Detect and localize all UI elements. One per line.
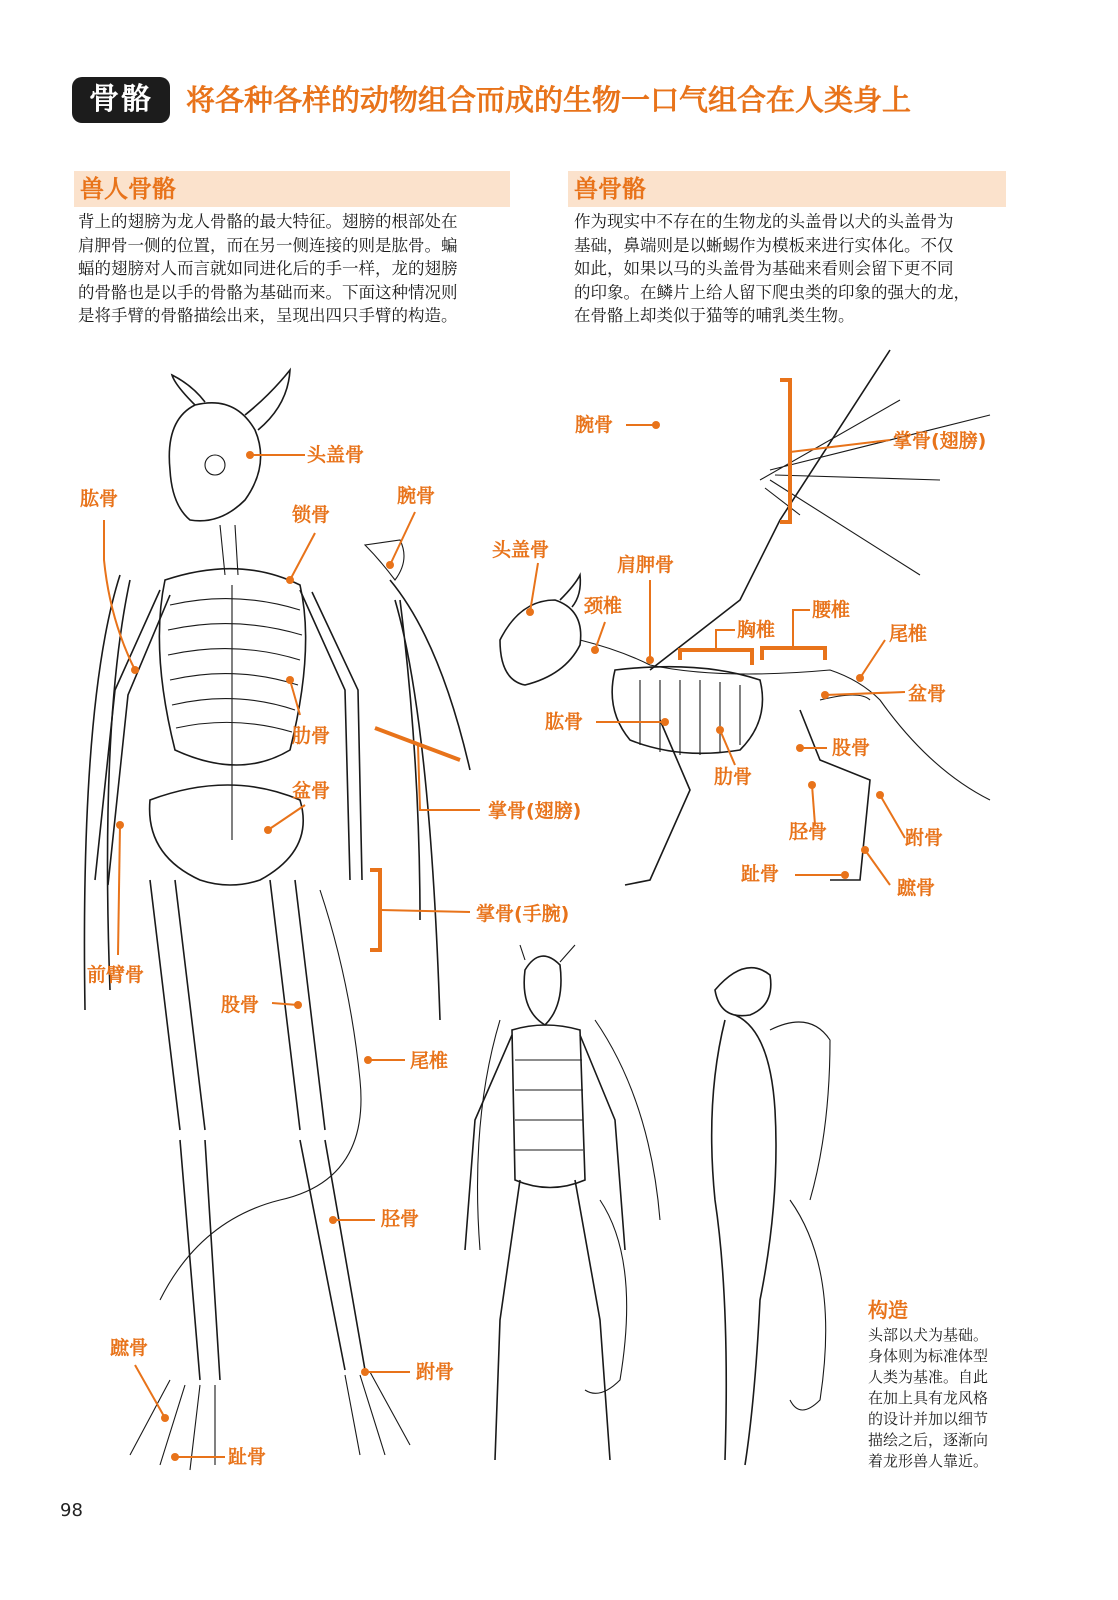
label-left-wrist: 腕骨 <box>397 485 436 507</box>
label-right-phalanx: 趾骨 <box>741 863 780 885</box>
text-line: 在骨骼上却类似于猫等的哺乳类生物。 <box>574 306 855 325</box>
label-right-tibia: 胫骨 <box>789 821 828 843</box>
structure-figures-drawing <box>465 945 830 1465</box>
label-left-phalanx: 趾骨 <box>228 1446 267 1468</box>
label-left-metatarsal: 蹠骨 <box>110 1337 149 1359</box>
humanoid-skeleton-drawing <box>84 370 470 1470</box>
label-right-lumbar: 腰椎 <box>812 599 851 621</box>
structure-note-text <box>868 1325 1018 1472</box>
text-line: 在加上具有龙风格 <box>868 1389 989 1407</box>
text-line: 着龙形兽人靠近。 <box>868 1452 989 1470</box>
text-line: 头部以犬为基础。 <box>868 1326 989 1344</box>
label-right-tarsal: 跗骨 <box>905 827 944 849</box>
left-leader-lines <box>104 451 480 1461</box>
text-line: 描绘之后，逐渐向 <box>868 1431 989 1449</box>
label-right-humerus: 肱骨 <box>545 711 584 733</box>
label-left-tarsal: 跗骨 <box>416 1361 455 1383</box>
label-left-metacarpal-wing: 掌骨(翅膀) <box>488 800 582 822</box>
label-right-ribs: 肋骨 <box>714 766 753 788</box>
text-line: 的印象。在鳞片上给人留下爬虫类的印象的强大的龙， <box>574 282 970 302</box>
text-line: 蝠的翅膀对人而言就如同进化后的手一样，龙的翅膀 <box>78 259 458 278</box>
label-right-pelvis: 盆骨 <box>908 683 947 705</box>
label-right-skull: 头盖骨 <box>492 539 550 561</box>
label-left-clavicle: 锁骨 <box>292 504 331 526</box>
text-line: 是将手臂的骨骼描绘出来，呈现出四只手臂的构造。 <box>78 306 458 325</box>
label-left-forearm: 前臂骨 <box>87 964 145 986</box>
label-left-tibia: 胫骨 <box>381 1208 420 1230</box>
page-title: 将各种各样的动物组合而成的生物一口气组合在人类身上 <box>186 83 912 117</box>
label-left-tail: 尾椎 <box>410 1050 449 1072</box>
section-tag: 骨骼 <box>72 77 170 123</box>
text-line: 的设计并加以细节 <box>868 1410 989 1428</box>
text-line: 基础，鼻端则是以蜥蜴作为模板来进行实体化。不仅 <box>574 235 954 255</box>
text-line: 肩胛骨一侧的位置，而在另一侧连接的则是肱骨。蝙 <box>78 235 458 255</box>
right-leader-lines <box>526 380 905 885</box>
label-right-cervical: 颈椎 <box>584 595 623 617</box>
label-right-thoracic: 胸椎 <box>737 619 776 641</box>
label-right-tail: 尾椎 <box>889 623 928 645</box>
label-right-metatarsal: 蹠骨 <box>897 877 936 899</box>
text-line: 背上的翅膀为龙人骨骼的最大特征。翅膀的根部处在 <box>78 212 458 231</box>
structure-note-title: 构造 <box>868 1298 908 1322</box>
text-line: 身体则为标准体型 <box>868 1347 989 1365</box>
text-line: 的骨骼也是以手的骨骼为基础而来。下面这种情况则 <box>78 282 458 302</box>
label-left-ribs: 肋骨 <box>292 725 331 747</box>
text-line: 人类为基准。自此 <box>868 1368 989 1386</box>
left-section-title: 兽人骨骼 <box>74 171 510 207</box>
label-left-humerus: 肱骨 <box>80 488 119 510</box>
label-right-scapula: 肩胛骨 <box>617 554 675 576</box>
label-left-metacarpal-hand: 掌骨(手腕) <box>476 903 570 925</box>
label-right-wrist: 腕骨 <box>575 414 614 436</box>
label-right-femur: 股骨 <box>832 737 871 759</box>
page-number: 98 <box>60 1500 83 1521</box>
text-line: 如此，如果以马的头盖骨为基础来看则会留下更不同 <box>574 259 954 278</box>
right-section-title: 兽骨骼 <box>568 171 1006 207</box>
text-line: 作为现实中不存在的生物龙的头盖骨以犬的头盖骨为 <box>574 212 954 231</box>
label-left-femur: 股骨 <box>221 994 260 1016</box>
label-left-pelvis: 盆骨 <box>292 780 331 802</box>
label-left-skull: 头盖骨 <box>307 444 365 466</box>
label-right-metacarpal-wing: 掌骨(翅膀) <box>893 430 987 452</box>
